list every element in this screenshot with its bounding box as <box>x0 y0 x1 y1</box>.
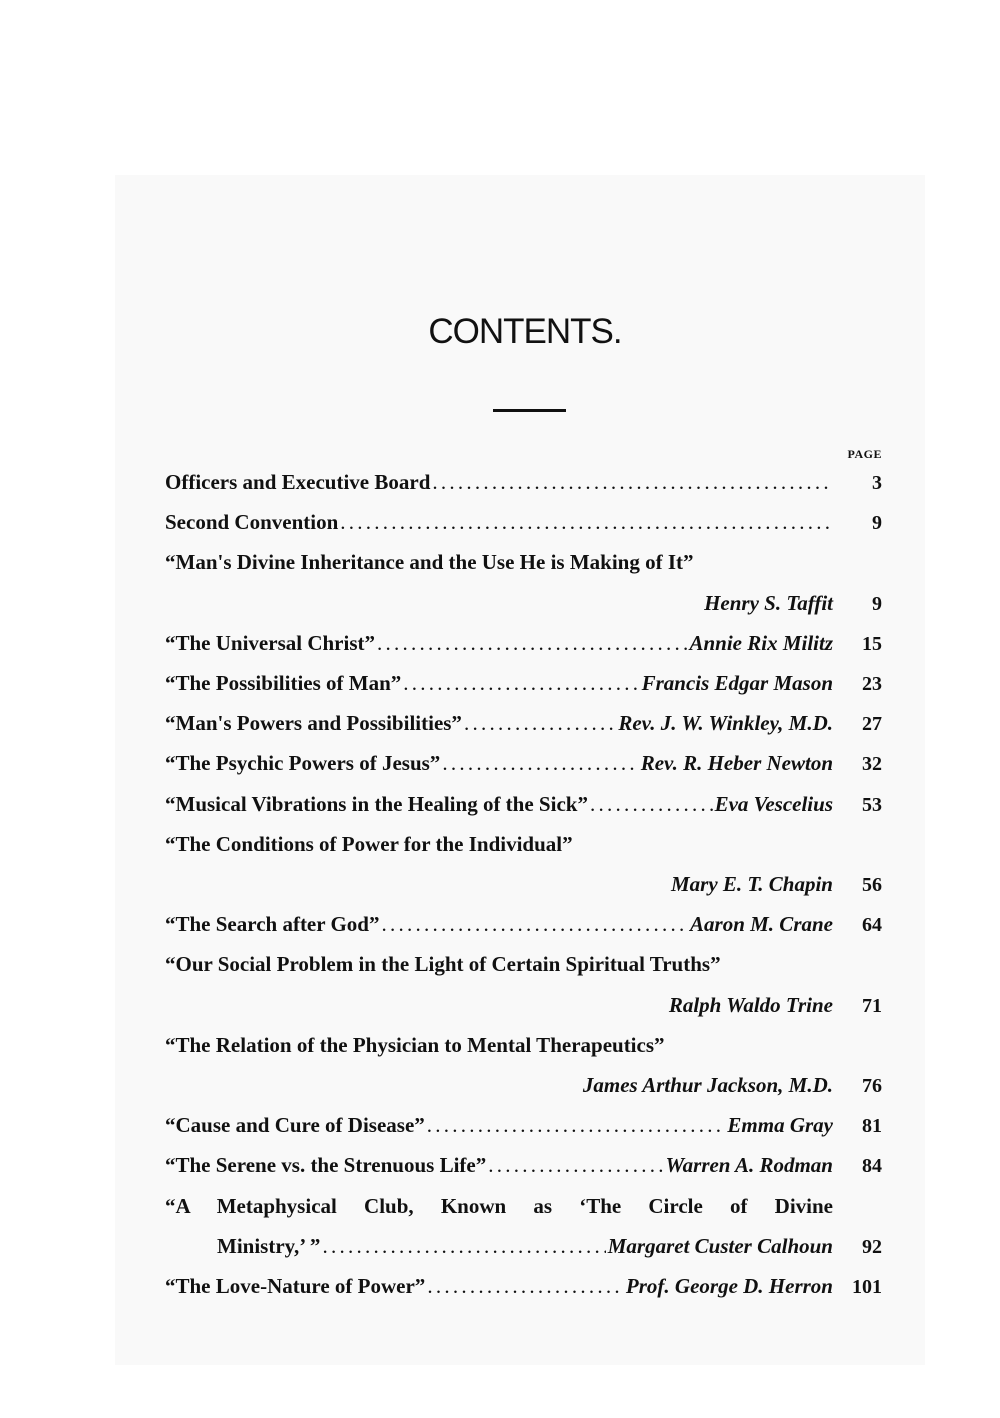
toc-entry <box>165 510 833 542</box>
toc-page-number: 101 <box>852 1276 882 1298</box>
toc-entry-author: Warren A. Rodman <box>665 1153 833 1178</box>
toc-page-number: 84 <box>862 1155 882 1178</box>
toc-entry-title-continued: Ministry,’ ” <box>217 1233 321 1258</box>
leader-dots <box>427 1113 726 1138</box>
toc-page-number: 64 <box>862 914 882 937</box>
leader-dots <box>432 470 831 495</box>
toc-entry-author: Margaret Custer Calhoun <box>607 1233 833 1258</box>
toc-entry-author: Ralph Waldo Trine <box>668 992 833 1017</box>
toc-page-number: 76 <box>862 1075 882 1097</box>
toc-entry-title: “Man's Powers and Possibilities” <box>165 711 462 736</box>
toc-entry-title: “The Conditions of Power for the Individual” <box>165 831 573 856</box>
toc-entry-title: “Cause and Cure of Disease” <box>165 1113 425 1138</box>
leader-dots <box>381 912 688 937</box>
toc-entry-author-line <box>165 872 833 904</box>
toc-page-number: 3 <box>872 472 882 494</box>
leader-dots <box>427 1274 624 1299</box>
toc-entry-title-line <box>165 952 833 984</box>
toc-entry-author: Prof. George D. Herron <box>625 1274 833 1298</box>
toc-page-number: 27 <box>862 713 882 736</box>
toc-entry <box>165 470 833 502</box>
toc-entry <box>165 631 833 663</box>
toc-entry-title-line <box>165 832 833 864</box>
toc-entry <box>217 1234 833 1266</box>
toc-page-number: 81 <box>862 1115 882 1138</box>
toc-entry <box>165 1153 833 1185</box>
page-column-label: PAGE <box>847 447 882 461</box>
leader-dots <box>590 792 713 817</box>
toc-entry-title: “Musical Vibrations in the Healing of the Sick” <box>165 791 588 816</box>
toc-entry-title: “A Metaphysical Club, Known as ‘The Circle of Divine <box>165 1193 833 1218</box>
toc-entry <box>165 1274 833 1306</box>
toc-entry-title: “The Relation of the Physician to Mental Therapeutics” <box>165 1032 665 1057</box>
toc-entry <box>165 792 833 824</box>
toc-page-number: 53 <box>862 793 882 816</box>
toc-page-number: 23 <box>862 673 882 695</box>
toc-entry-author: James Arthur Jackson, M.D. <box>582 1073 833 1097</box>
toc-page-number: 92 <box>862 1235 882 1258</box>
toc-entry-author-line <box>165 1073 833 1105</box>
toc-entry-author-line <box>165 591 833 623</box>
toc-entry-author: Eva Vescelius <box>714 791 833 816</box>
toc-entry-author: Annie Rix Militz <box>689 630 833 655</box>
toc-entry-title-line <box>165 1033 833 1065</box>
toc-entry-title: Second Convention <box>165 510 339 535</box>
toc-entry <box>165 1113 833 1145</box>
toc-entry-title: “The Search after God” <box>165 912 380 937</box>
page-title: CONTENTS. <box>428 312 622 351</box>
toc-entry-author: Aaron M. Crane <box>690 912 833 937</box>
leader-dots <box>464 711 616 736</box>
toc-entry <box>165 751 833 783</box>
toc-entry-author: Emma Gray <box>727 1113 833 1138</box>
toc-entry-title: Officers and Executive Board <box>165 470 431 494</box>
toc-page-number: 56 <box>862 874 882 896</box>
toc-entry-title: “The Love-Nature of Power” <box>165 1274 426 1298</box>
toc-entry <box>165 912 833 944</box>
toc-page-number: 15 <box>862 632 882 655</box>
leader-dots <box>442 751 638 776</box>
toc-page-number: 32 <box>862 753 882 776</box>
leader-dots <box>403 671 639 696</box>
toc-entry <box>165 671 833 703</box>
leader-dots <box>322 1234 605 1259</box>
leader-dots <box>377 631 687 656</box>
toc-entry-title-line <box>165 550 833 582</box>
toc-entry-author: Rev. R. Heber Newton <box>640 751 833 776</box>
toc-page-number: 9 <box>872 592 882 615</box>
toc-entry-title-line <box>165 1194 833 1226</box>
toc-entry <box>165 711 833 743</box>
toc-entry-author-line <box>165 993 833 1025</box>
toc-entry-title: “The Universal Christ” <box>165 630 375 655</box>
toc-page-number: 9 <box>872 512 882 535</box>
toc-entry-title: “The Psychic Powers of Jesus” <box>165 751 441 776</box>
leader-dots <box>340 510 831 535</box>
toc-entry-author: Henry S. Taffit <box>704 590 833 615</box>
toc-entry-author: Rev. J. W. Winkley, M.D. <box>618 711 833 736</box>
toc-entry-title: “The Possibilities of Man” <box>165 671 402 695</box>
toc-entry-author: Francis Edgar Mason <box>641 671 833 695</box>
toc-entry-title: “Our Social Problem in the Light of Certain Spiritual Truths” <box>165 952 721 977</box>
toc-entry-author: Mary E. T. Chapin <box>670 872 833 896</box>
toc-entry-title: “Man's Divine Inheritance and the Use He is Making of It” <box>165 550 694 575</box>
title-rule-divider <box>493 409 566 412</box>
leader-dots <box>488 1153 663 1178</box>
toc-entry-title: “The Serene vs. the Strenuous Life” <box>165 1153 487 1178</box>
toc-page-number: 71 <box>862 994 882 1017</box>
